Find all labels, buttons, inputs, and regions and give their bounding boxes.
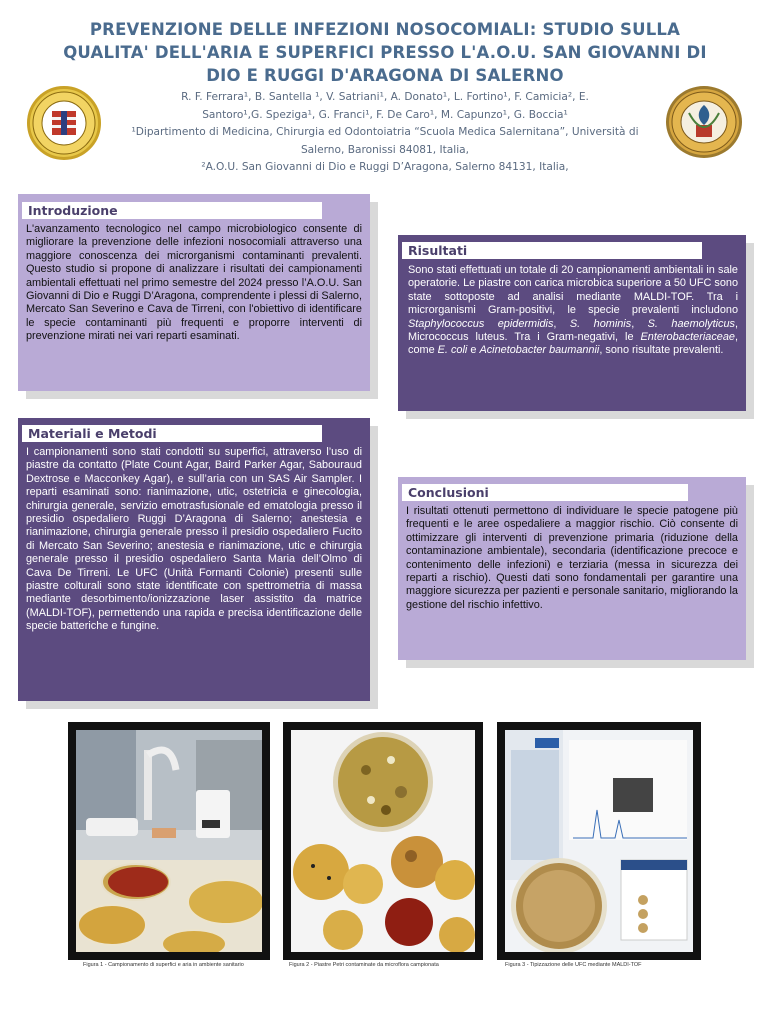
maldi-tof-screen-image	[505, 730, 693, 952]
species-name: S. hominis	[569, 317, 632, 330]
authors-line-1: R. F. Ferrara¹, B. Santella ¹, V. Satriani¹, A. Donato¹, L. Fortino¹, F. Camicia², E.	[181, 91, 589, 103]
university-seal-logo	[27, 86, 101, 160]
figure-3-photo	[497, 722, 701, 960]
results-section	[398, 235, 746, 411]
sampling-equipment-image	[76, 730, 262, 952]
conclusions-heading: Conclusioni	[402, 484, 688, 501]
affiliation-2: ²A.O.U. San Giovanni di Dio e Ruggi D’Aragona, Salerno 84131, Italia,	[201, 161, 569, 173]
species-name: Staphylococcus epidermidis	[408, 317, 554, 330]
species-name: Acinetobacter baumannii	[479, 344, 600, 357]
species-name: Enterobacteriaceae	[640, 331, 735, 344]
hospital-seal-logo	[666, 86, 742, 158]
results-separator: ,	[631, 317, 648, 330]
figure-3-caption: Figura 3 - Tipizzazione delle UFC mediante MALDI-TOF	[505, 962, 642, 968]
species-name: E. coli	[437, 344, 468, 357]
results-text-part: e	[467, 344, 480, 357]
results-text-part: Sono stati effettuati un totale di 20 campionamenti ambientali in sale operatorie. Le piastre con carica microbica superiore a 50 UFC sono state sottoposte ad analisi mediante MALDI-TOF. Tra i microrganismi Gram-positivi, le specie prevalenti includono	[408, 264, 738, 317]
methods-section	[18, 418, 370, 701]
affiliation-1-line-2: Salerno, Baronissi 84081, Italia,	[300, 143, 470, 156]
results-text-part: , sono risultate prevalenti.	[599, 344, 724, 357]
authors-line-2: Santoro¹,G. Speziga¹, G. Franci¹, F. De Caro¹, M. Capunzo¹, G. Boccia¹	[202, 108, 568, 121]
methods-text: I campionamenti sono stati condotti su superfici, attraverso l’uso di piastre da contatto (Plate Count Agar, Baird Parker Agar, Sabouraud Dextrose e Macconkey Agar), e sull’aria con un SAS Air Sampler. I reparti esaminati sono: rianimazione, utic, ostetricia e ginecologia, chirurgia generale, servizio emotrasfusionale ed ematologia presso il presidio ospedaliero Ruggi D’Aragona di Salerno; anestesia e rianimazione, chirurgia generale presso il presidio ospedaliero Fucito di Mercato San Severino; anestesia e rianimazione, utic e chirurgia generale presso il presidio ospedaliero Santa Maria dell’Olmo di Cava De Tirreni. Le UFC (Unità Formanti Colonie) presenti sulle piastre colturali sono state identificate con spettrometria di massa mediante desorbimento/ionizzazione laser assistito da matrice (MALDI-TOF), permettendo una rapida e precisa identificazione delle specie batteriche e fungine.	[26, 446, 362, 633]
introduction-text: L'avanzamento tecnologico nel campo microbiologico consente di migliorare la prevenzione delle infezioni nosocomiali attraverso una maggiore conoscenza dei microrganismi contaminanti prevalenti. Questo studio si propone di analizzare i risultati dei campionamenti ambientali effettuati nel primo semestre del 2024 presso l’A.O.U. San Giovanni di Dio e Ruggi D’Aragona, comprendente i plessi di Salerno, Mercato San Severino e Cava de Tirreni, con l'obiettivo di identificare le specie contaminanti più frequenti e proporre interventi di prevenzione mirati nei vari reparti esaminati.	[26, 223, 362, 343]
results-text-part: , come	[408, 331, 738, 357]
results-text-part: , Micrococcus luteus. Tra i Gram-negativi, le	[408, 317, 739, 344]
petri-dishes-image	[291, 730, 475, 952]
figure-1-photo	[68, 722, 270, 960]
conclusions-section	[398, 477, 746, 660]
results-text	[408, 264, 738, 358]
results-heading: Risultati	[402, 242, 702, 259]
poster-title: PREVENZIONE DELLE INFEZIONI NOSOCOMIALI: STUDIO SULLA QUALITA' DELL'ARIA E SUPERFICI PRESSO L'A.O.U. SAN GIOVANNI DI DIO E RUGGI D'ARAGONA DI SALERNO	[63, 20, 707, 85]
introduction-section	[18, 194, 370, 391]
methods-heading: Materiali e Metodi	[22, 425, 322, 442]
figure-2-caption: Figura 2 - Piastre Petri contaminate da microflora campionata	[289, 962, 439, 968]
introduction-heading: Introduzione	[22, 202, 322, 219]
affiliation-1-line-1: ¹Dipartimento di Medicina, Chirurgia ed Odontoiatria “Scuola Medica Salernitana”, Università di	[131, 126, 639, 138]
results-separator: ,	[553, 317, 570, 330]
author-list	[130, 89, 640, 177]
figure-2-photo	[283, 722, 483, 960]
figure-1-caption: Figura 1 - Campionamento di superfici e aria in ambiente sanitario	[83, 962, 244, 968]
conclusions-text: I risultati ottenuti permettono di individuare le specie patogene più frequenti e le aree ospedaliere a maggior rischio. Ciò consente di ottimizzare gli interventi di prevenzione primaria (riduzione della contaminazione ambientale), secondaria (identificazione precoce e contenimento delle infezioni) e terziaria (messa in sicurezza dei reparti a rischio). Questi dati sono fondamentali per garantire una maggiore sicurezza per pazienti e personale sanitario, migliorando la gestione del rischio infettivo.	[406, 505, 738, 611]
species-name: S. haemolyticus	[647, 317, 735, 330]
